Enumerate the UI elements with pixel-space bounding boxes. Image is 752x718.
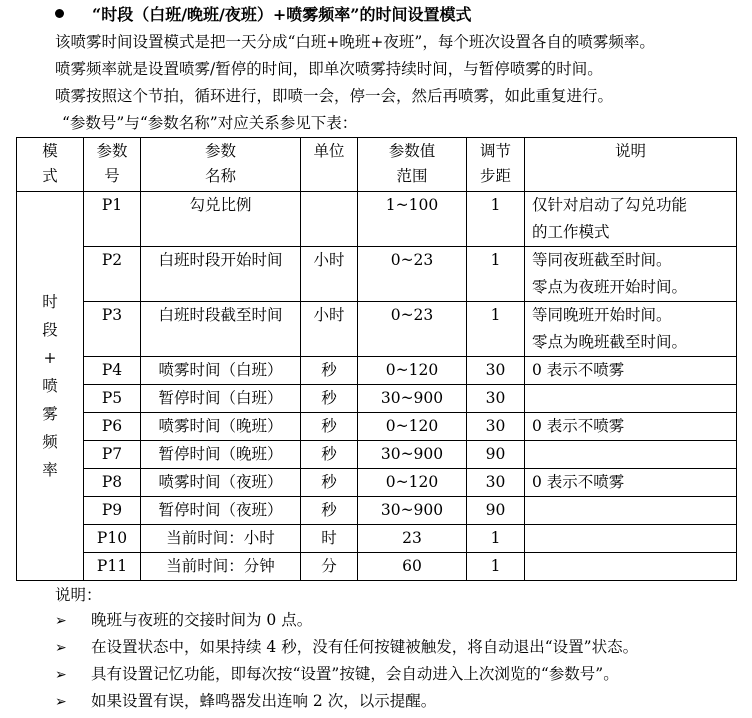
param-unit: 秒 bbox=[301, 385, 358, 413]
param-description: 0 表示不喷雾 bbox=[525, 413, 737, 441]
param-description: 0 表示不喷雾 bbox=[525, 469, 737, 497]
param-number: P5 bbox=[84, 385, 141, 413]
param-name: 暂停时间（夜班） bbox=[141, 497, 301, 525]
param-description bbox=[525, 385, 737, 413]
bullet-dot-icon bbox=[55, 9, 64, 18]
table-row bbox=[17, 497, 737, 525]
parameter-table bbox=[16, 137, 737, 581]
param-name: 暂停时间（白班） bbox=[141, 385, 301, 413]
intro-paragraph-4: “参数号”与“参数名称”对应关系参见下表： bbox=[62, 114, 358, 132]
param-name: 喷雾时间（晚班） bbox=[141, 413, 301, 441]
param-step: 1 bbox=[467, 302, 525, 357]
header-unit: 单位 bbox=[301, 138, 358, 192]
param-step: 90 bbox=[467, 497, 525, 525]
param-range: 0~23 bbox=[358, 247, 467, 302]
table-row bbox=[17, 413, 737, 441]
table-row bbox=[17, 302, 737, 357]
param-name: 喷雾时间（夜班） bbox=[141, 469, 301, 497]
heading-text: “时段（白班/晚班/夜班）+喷雾频率”的时间设置模式 bbox=[92, 5, 472, 24]
header-step: 调节 步距 bbox=[467, 138, 525, 192]
param-unit: 小时 bbox=[301, 247, 358, 302]
header-param-name: 参数 名称 bbox=[141, 138, 301, 192]
param-description: 0 表示不喷雾 bbox=[525, 357, 737, 385]
param-unit: 小时 bbox=[301, 302, 358, 357]
param-unit: 秒 bbox=[301, 357, 358, 385]
note-item: ➢ 晚班与夜班的交接时间为 0 点。 bbox=[55, 607, 312, 634]
param-name: 当前时间：小时 bbox=[141, 525, 301, 553]
param-number: P4 bbox=[84, 357, 141, 385]
arrow-bullet-icon: ➢ bbox=[55, 640, 67, 656]
param-step: 30 bbox=[467, 469, 525, 497]
param-range: 60 bbox=[358, 553, 467, 581]
table-row bbox=[17, 247, 737, 302]
param-range: 30~900 bbox=[358, 385, 467, 413]
note-item: ➢ 在设置状态中，如果持续 4 秒，没有任何按键被触发，将自动退出“设置”状态。 bbox=[55, 634, 638, 661]
param-description: 等同晚班开始时间。 零点为晚班截至时间。 bbox=[525, 302, 737, 357]
param-range: 1~100 bbox=[358, 192, 467, 247]
param-name: 勾兑比例 bbox=[141, 192, 301, 247]
param-step: 30 bbox=[467, 385, 525, 413]
param-name: 白班时段截至时间 bbox=[141, 302, 301, 357]
table-row bbox=[17, 385, 737, 413]
header-value-range: 参数值 范围 bbox=[358, 138, 467, 192]
note-item: ➢ 如果设置有误，蜂鸣器发出连响 2 次，以示提醒。 bbox=[55, 688, 436, 715]
param-description bbox=[525, 441, 737, 469]
arrow-bullet-icon: ➢ bbox=[55, 667, 67, 683]
table-row bbox=[17, 192, 737, 247]
param-unit: 秒 bbox=[301, 497, 358, 525]
param-range: 0~120 bbox=[358, 413, 467, 441]
arrow-bullet-icon: ➢ bbox=[55, 613, 67, 629]
section-heading bbox=[55, 3, 472, 27]
param-range: 0~120 bbox=[358, 469, 467, 497]
param-number: P2 bbox=[84, 247, 141, 302]
param-description bbox=[525, 497, 737, 525]
param-name: 暂停时间（晚班） bbox=[141, 441, 301, 469]
param-name: 当前时间：分钟 bbox=[141, 553, 301, 581]
param-step: 1 bbox=[467, 525, 525, 553]
header-param-number: 参数 号 bbox=[84, 138, 141, 192]
param-unit bbox=[301, 192, 358, 247]
param-unit: 时 bbox=[301, 525, 358, 553]
param-number: P6 bbox=[84, 413, 141, 441]
table-row bbox=[17, 357, 737, 385]
header-mode: 模 式 bbox=[17, 138, 84, 192]
intro-paragraph-2: 喷雾频率就是设置喷雾/暂停的时间，即单次喷雾持续时间，与暂停喷雾的时间。 bbox=[55, 60, 603, 78]
param-unit: 秒 bbox=[301, 441, 358, 469]
param-number: P8 bbox=[84, 469, 141, 497]
param-description bbox=[525, 553, 737, 581]
table-row bbox=[17, 469, 737, 497]
param-number: P9 bbox=[84, 497, 141, 525]
param-range: 30~900 bbox=[358, 497, 467, 525]
table-row bbox=[17, 525, 737, 553]
param-name: 喷雾时间（白班） bbox=[141, 357, 301, 385]
param-range: 0~120 bbox=[358, 357, 467, 385]
arrow-bullet-icon: ➢ bbox=[55, 694, 67, 710]
param-number: P1 bbox=[84, 192, 141, 247]
param-description bbox=[525, 525, 737, 553]
note-item: ➢ 具有设置记忆功能，即每次按“设置”按键，会自动进入上次浏览的“参数号”。 bbox=[55, 661, 619, 688]
mode-cell: 时 段 + 喷 雾 频 率 bbox=[17, 192, 84, 581]
param-description: 等同夜班截至时间。 零点为夜班开始时间。 bbox=[525, 247, 737, 302]
intro-paragraph-3: 喷雾按照这个节拍，循环进行，即喷一会，停一会，然后再喷雾，如此重复进行。 bbox=[55, 87, 614, 105]
intro-paragraph-1: 该喷雾时间设置模式是把一天分成“白班+晚班+夜班”，每个班次设置各自的喷雾频率。 bbox=[55, 33, 655, 51]
param-number: P3 bbox=[84, 302, 141, 357]
notes-label: 说明： bbox=[55, 586, 102, 604]
param-step: 1 bbox=[467, 553, 525, 581]
table-row bbox=[17, 553, 737, 581]
param-step: 30 bbox=[467, 413, 525, 441]
param-step: 90 bbox=[467, 441, 525, 469]
param-number: P7 bbox=[84, 441, 141, 469]
param-description: 仅针对启动了勾兑功能 的工作模式 bbox=[525, 192, 737, 247]
param-unit: 分 bbox=[301, 553, 358, 581]
header-description: 说明 bbox=[525, 138, 737, 192]
param-number: P10 bbox=[84, 525, 141, 553]
param-unit: 秒 bbox=[301, 469, 358, 497]
table-header-row bbox=[17, 138, 737, 192]
param-step: 1 bbox=[467, 247, 525, 302]
param-range: 30~900 bbox=[358, 441, 467, 469]
param-step: 1 bbox=[467, 192, 525, 247]
table-row bbox=[17, 441, 737, 469]
param-range: 0~23 bbox=[358, 302, 467, 357]
param-step: 30 bbox=[467, 357, 525, 385]
param-unit: 秒 bbox=[301, 413, 358, 441]
param-name: 白班时段开始时间 bbox=[141, 247, 301, 302]
param-number: P11 bbox=[84, 553, 141, 581]
param-range: 23 bbox=[358, 525, 467, 553]
